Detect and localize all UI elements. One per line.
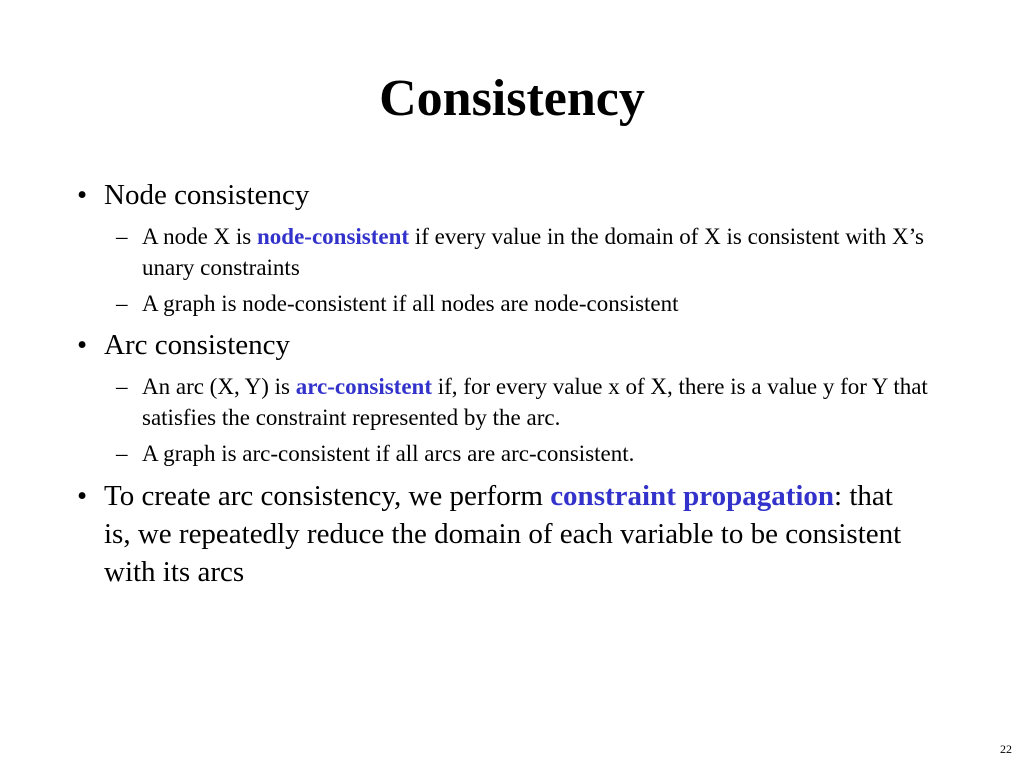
slide-title: Consistency [379, 70, 645, 127]
sub-bullet-text: A graph is arc-consistent if all arcs are arc-consistent. [142, 441, 635, 466]
term-constraint-propagation: constraint propagation [550, 480, 835, 512]
sub-bullet-arc-consistent-definition [116, 371, 932, 433]
dash-marker: – [116, 374, 128, 399]
page-number: 22 [1000, 742, 1012, 756]
bullet-constraint-propagation [77, 477, 904, 591]
term-arc-consistent: arc-consistent [295, 374, 432, 399]
sub-bullet-text: A graph is node-consistent if all nodes are node-consistent [142, 291, 679, 316]
bullet-marker: • [77, 179, 88, 211]
sub-bullet-text-pre: An arc (X, Y) is [142, 374, 296, 399]
bullet-text-pre: To create arc consistency, we perform [104, 480, 551, 512]
sub-bullet-text-pre: A node X is [142, 224, 257, 249]
sub-bullet-text-post: if, for every value x of X, there is a value y for Y that satisfies the constraint represented by the arc. [142, 374, 928, 430]
dash-marker: – [116, 291, 128, 316]
sub-bullet-graph-arc-consistent [116, 438, 932, 469]
bullet-arc-consistency [77, 326, 934, 364]
bullet-marker: • [77, 329, 88, 361]
term-node-consistent: node-consistent [257, 224, 410, 249]
dash-marker: – [116, 224, 128, 249]
sub-bullet-text-post: if every value in the domain of X is consistent with X’s unary constraints [142, 224, 924, 280]
sub-bullet-node-consistent-definition [116, 221, 932, 283]
bullet-text: Arc consistency [104, 329, 291, 361]
bullet-text-post: : that is, we repeatedly reduce the domain of each variable to be consistent with its arcs [104, 480, 902, 588]
bullet-node-consistency [77, 176, 934, 214]
dash-marker: – [116, 441, 128, 466]
sub-bullet-graph-node-consistent [116, 288, 932, 319]
bullet-text: Node consistency [104, 179, 310, 211]
bullet-marker: • [77, 480, 88, 512]
